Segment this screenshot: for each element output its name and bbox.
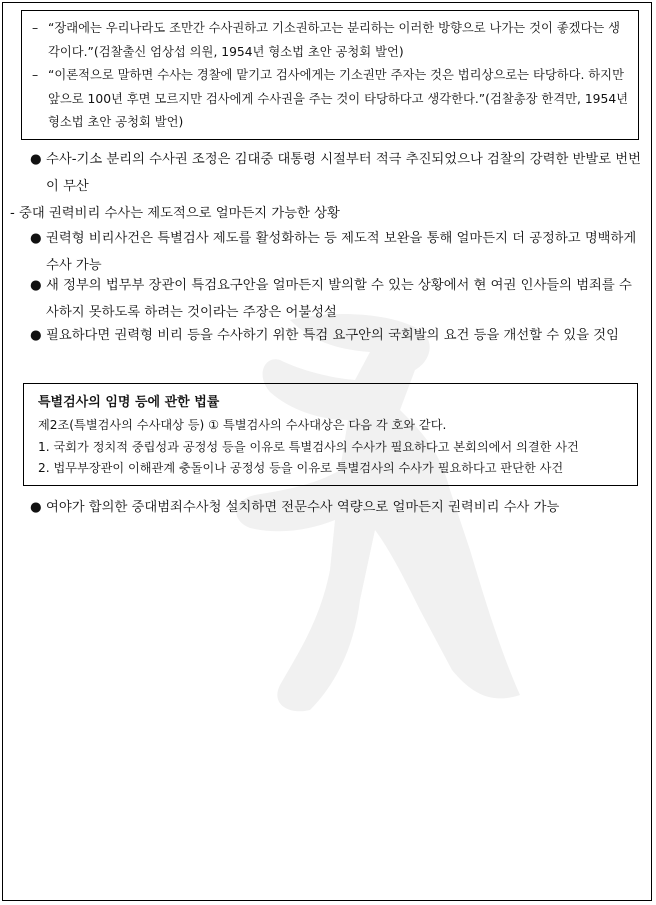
dash-marker: –	[32, 68, 39, 82]
section-heading: - 중대 권력비리 수사는 제도적으로 얼마든지 가능한 상황	[10, 206, 340, 221]
quote-text: “장래에는 우리나라도 조만간 수사권하고 기소권하고는 분리하는 이러한 방향으로 나가는 것이 좋겠다는 생각이다.”(검찰출신 엄상섭 의원, 1954년 형소법 초안 공청회 발언)	[48, 21, 621, 59]
law-title: 특별검사의 임명 등에 관한 법률	[38, 395, 220, 410]
dash-marker: –	[32, 21, 39, 35]
bullet-icon: ●	[30, 328, 42, 343]
quote-item	[32, 17, 630, 64]
quote-text: “이론적으로 말하면 수사는 경찰에 맡기고 검사에게는 기소권만 주자는 것은 법리상으로는 타당하다. 하지만 앞으로 100년 후면 모르지만 검사에게 수사권을 주는 것이 타당하다고 생각한다.”(검찰총장 한격만, 1954년 형소법 초안 공청회 발언)	[48, 68, 629, 129]
bullet-icon: ●	[30, 152, 42, 167]
list-item-text: 수사-기소 분리의 수사권 조정은 김대중 대통령 시절부터 적극 추진되었으나 검찰의 강력한 반발로 번번이 무산	[46, 152, 641, 194]
list-item-text: 여야가 합의한 중대범죄수사청 설치하면 전문수사 역량으로 얼마든지 권력비리 수사 가능	[46, 500, 560, 515]
law-excerpt-box	[23, 383, 638, 486]
law-article: 제2조(특별검사의 수사대상 등) ① 특별검사의 수사대상은 다음 각 호와 같다.	[38, 418, 447, 432]
list-item-text: 권력형 비리사건은 특별검사 제도를 활성화하는 등 제도적 보완을 통해 얼마든지 더 공정하고 명백하게 수사 가능	[46, 231, 637, 273]
law-clause: 2. 법무부장관이 이해관계 충돌이나 공정성 등을 이유로 특별검사의 수사가 필요하다고 판단한 사건	[38, 461, 564, 475]
list-item-text: 새 정부의 법무부 장관이 특검요구안을 얼마든지 발의할 수 있는 상황에서 현 여권 인사들의 범죄를 수사하지 못하도록 하려는 것이라는 주장은 어불성설	[46, 278, 632, 320]
quote-box	[21, 10, 639, 140]
bullet-icon: ●	[30, 500, 42, 515]
law-clause: 1. 국회가 정치적 중립성과 공정성 등을 이유로 특별검사의 수사가 필요하다고 본회의에서 의결한 사건	[38, 439, 579, 454]
bullet-icon: ●	[30, 278, 42, 293]
bullet-icon: ●	[30, 231, 42, 246]
quote-item	[32, 64, 630, 135]
list-item-text: 필요하다면 권력형 비리 등을 수사하기 위한 특검 요구안의 국회발의 요건 등을 개선할 수 있을 것임	[46, 328, 619, 343]
